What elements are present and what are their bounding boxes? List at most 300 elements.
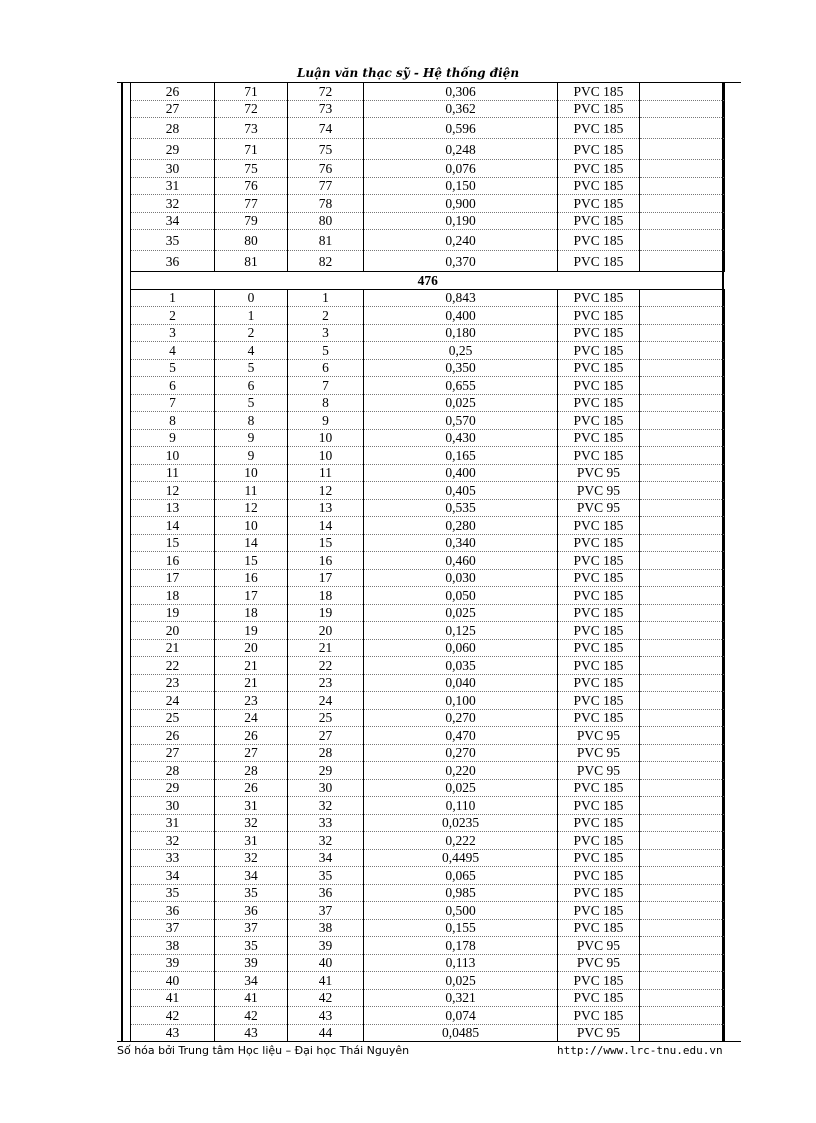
table-row bbox=[131, 482, 725, 500]
table-cell: PVC 185 bbox=[558, 83, 640, 100]
table-cell: PVC 185 bbox=[558, 587, 640, 605]
table-cell: PVC 185 bbox=[558, 552, 640, 570]
table-cell: PVC 95 bbox=[558, 464, 640, 482]
table-cell: 37 bbox=[131, 919, 215, 937]
table-cell bbox=[640, 674, 725, 692]
table-cell: PVC 185 bbox=[558, 1007, 640, 1025]
table-cell: 0,190 bbox=[364, 212, 558, 230]
table-cell: PVC 185 bbox=[558, 972, 640, 990]
table-cell: 81 bbox=[288, 230, 364, 251]
table-cell bbox=[640, 849, 725, 867]
table-cell: 8 bbox=[215, 412, 288, 430]
table-cell bbox=[640, 919, 725, 937]
table-cell: 22 bbox=[131, 657, 215, 675]
table-cell: PVC 185 bbox=[558, 622, 640, 640]
table-cell: PVC 185 bbox=[558, 517, 640, 535]
table-cell: 40 bbox=[288, 954, 364, 972]
table-cell: 39 bbox=[288, 937, 364, 955]
table-cell: 41 bbox=[131, 989, 215, 1007]
table-cell bbox=[640, 587, 725, 605]
table-cell: 26 bbox=[215, 727, 288, 745]
table-cell: 0,843 bbox=[364, 289, 558, 307]
table-cell: 39 bbox=[131, 954, 215, 972]
table-cell bbox=[640, 797, 725, 815]
table-row bbox=[131, 195, 725, 213]
table-cell bbox=[640, 324, 725, 342]
table-row bbox=[131, 727, 725, 745]
table-cell bbox=[640, 160, 725, 178]
table-cell: 72 bbox=[215, 100, 288, 118]
table-cell: PVC 95 bbox=[558, 1024, 640, 1042]
table-cell: 7 bbox=[131, 394, 215, 412]
table-cell: 76 bbox=[288, 160, 364, 178]
table-row bbox=[131, 83, 725, 100]
footer-source-text: Số hóa bởi Trung tâm Học liệu – Đại học Thái Nguyên bbox=[117, 1044, 410, 1057]
table-cell: PVC 185 bbox=[558, 674, 640, 692]
table-cell: 33 bbox=[131, 849, 215, 867]
table-cell: 73 bbox=[215, 118, 288, 139]
table-cell: PVC 95 bbox=[558, 744, 640, 762]
table-cell: 0,100 bbox=[364, 692, 558, 710]
table-cell: 10 bbox=[288, 429, 364, 447]
table-cell: 0,570 bbox=[364, 412, 558, 430]
table-cell bbox=[640, 342, 725, 360]
table-cell: 0 bbox=[215, 289, 288, 307]
table-cell: 12 bbox=[131, 482, 215, 500]
table-cell: 7 bbox=[288, 377, 364, 395]
table-cell: 0,025 bbox=[364, 972, 558, 990]
table-cell: 37 bbox=[215, 919, 288, 937]
table-cell: PVC 185 bbox=[558, 779, 640, 797]
table-cell bbox=[640, 972, 725, 990]
table-cell: 27 bbox=[215, 744, 288, 762]
table-cell: 0,113 bbox=[364, 954, 558, 972]
table-cell: 8 bbox=[288, 394, 364, 412]
table-cell: 16 bbox=[131, 552, 215, 570]
table-cell: 2 bbox=[131, 307, 215, 325]
table-cell: 20 bbox=[215, 639, 288, 657]
table-cell: 75 bbox=[215, 160, 288, 178]
table-cell bbox=[640, 464, 725, 482]
table-cell: 30 bbox=[131, 797, 215, 815]
table-cell: 30 bbox=[131, 160, 215, 178]
table-cell: 0,222 bbox=[364, 832, 558, 850]
table-cell: PVC 95 bbox=[558, 762, 640, 780]
table-cell: 0,535 bbox=[364, 499, 558, 517]
table-cell: 9 bbox=[288, 412, 364, 430]
table-cell: 5 bbox=[215, 359, 288, 377]
table-cell bbox=[640, 604, 725, 622]
table-row bbox=[131, 657, 725, 675]
table-cell: 0,248 bbox=[364, 139, 558, 160]
table-cell bbox=[640, 622, 725, 640]
table-row bbox=[131, 674, 725, 692]
table-cell: 32 bbox=[215, 849, 288, 867]
table-cell: 0,220 bbox=[364, 762, 558, 780]
table-cell: 0,040 bbox=[364, 674, 558, 692]
table-cell: 12 bbox=[215, 499, 288, 517]
table-row bbox=[131, 814, 725, 832]
table-row bbox=[131, 118, 725, 139]
table-row bbox=[131, 499, 725, 517]
group-header-row bbox=[131, 272, 725, 290]
table-cell: PVC 95 bbox=[558, 727, 640, 745]
table-row bbox=[131, 937, 725, 955]
table-cell: 43 bbox=[215, 1024, 288, 1042]
table-cell: 37 bbox=[288, 902, 364, 920]
group-label: 476 bbox=[131, 272, 725, 290]
table-cell: 5 bbox=[288, 342, 364, 360]
table-cell bbox=[640, 289, 725, 307]
table-row bbox=[131, 394, 725, 412]
table-cell: 23 bbox=[215, 692, 288, 710]
table-cell bbox=[640, 359, 725, 377]
table-cell: 0,155 bbox=[364, 919, 558, 937]
table-cell: 21 bbox=[131, 639, 215, 657]
table-cell: 32 bbox=[131, 195, 215, 213]
table-cell bbox=[640, 394, 725, 412]
table-cell bbox=[640, 212, 725, 230]
table-cell: 25 bbox=[288, 709, 364, 727]
table-cell: 12 bbox=[288, 482, 364, 500]
table-cell: PVC 185 bbox=[558, 797, 640, 815]
table-cell: 2 bbox=[288, 307, 364, 325]
table-cell: 6 bbox=[288, 359, 364, 377]
table-cell: 0,025 bbox=[364, 779, 558, 797]
table-row bbox=[131, 177, 725, 195]
table-cell: 39 bbox=[215, 954, 288, 972]
table-cell: 3 bbox=[131, 324, 215, 342]
table-cell: PVC 185 bbox=[558, 849, 640, 867]
table-cell bbox=[640, 552, 725, 570]
table-cell: 41 bbox=[288, 972, 364, 990]
table-cell: 32 bbox=[288, 832, 364, 850]
table-cell: 24 bbox=[288, 692, 364, 710]
table-cell: 0,370 bbox=[364, 251, 558, 272]
table-cell: 13 bbox=[131, 499, 215, 517]
table-cell: 0,340 bbox=[364, 534, 558, 552]
table-cell: 17 bbox=[131, 569, 215, 587]
table-row bbox=[131, 307, 725, 325]
table-cell: 36 bbox=[131, 251, 215, 272]
table-row bbox=[131, 412, 725, 430]
table-cell: 1 bbox=[288, 289, 364, 307]
table-cell: 43 bbox=[288, 1007, 364, 1025]
table-row bbox=[131, 639, 725, 657]
table-cell bbox=[640, 412, 725, 430]
table-cell bbox=[640, 139, 725, 160]
table-cell: 0,362 bbox=[364, 100, 558, 118]
table-cell: 16 bbox=[288, 552, 364, 570]
table-cell: 42 bbox=[215, 1007, 288, 1025]
table-cell: PVC 185 bbox=[558, 902, 640, 920]
table-cell: 20 bbox=[288, 622, 364, 640]
table-cell: PVC 185 bbox=[558, 569, 640, 587]
table-cell: 80 bbox=[215, 230, 288, 251]
table-cell: 0,460 bbox=[364, 552, 558, 570]
table-cell: 27 bbox=[131, 744, 215, 762]
table-row bbox=[131, 832, 725, 850]
table-cell: 0,125 bbox=[364, 622, 558, 640]
table-cell: 38 bbox=[131, 937, 215, 955]
table-cell: 21 bbox=[215, 674, 288, 692]
table-cell: 20 bbox=[131, 622, 215, 640]
table-cell: 2 bbox=[215, 324, 288, 342]
table-cell bbox=[640, 657, 725, 675]
table-cell bbox=[640, 954, 725, 972]
table-cell: 9 bbox=[215, 429, 288, 447]
table-row bbox=[131, 289, 725, 307]
table-cell: 29 bbox=[288, 762, 364, 780]
table-cell: 19 bbox=[131, 604, 215, 622]
table-cell: 23 bbox=[131, 674, 215, 692]
table-row bbox=[131, 692, 725, 710]
table-cell: 0,270 bbox=[364, 744, 558, 762]
table-cell: 10 bbox=[215, 517, 288, 535]
table-cell: 40 bbox=[131, 972, 215, 990]
table-cell: 0,110 bbox=[364, 797, 558, 815]
table-body-top bbox=[131, 83, 725, 272]
table-cell: 30 bbox=[288, 779, 364, 797]
table-cell: 0,180 bbox=[364, 324, 558, 342]
table-cell: 42 bbox=[131, 1007, 215, 1025]
table-cell: 0,405 bbox=[364, 482, 558, 500]
table-cell: 35 bbox=[215, 884, 288, 902]
table-cell: 0,050 bbox=[364, 587, 558, 605]
table-cell: 0,030 bbox=[364, 569, 558, 587]
table-cell bbox=[640, 100, 725, 118]
table-cell: 79 bbox=[215, 212, 288, 230]
table-cell: PVC 185 bbox=[558, 100, 640, 118]
table-cell bbox=[640, 779, 725, 797]
table-cell: 73 bbox=[288, 100, 364, 118]
table-row bbox=[131, 972, 725, 990]
table-cell bbox=[640, 195, 725, 213]
table-cell: PVC 185 bbox=[558, 195, 640, 213]
table-cell: 9 bbox=[131, 429, 215, 447]
table-cell: 0,178 bbox=[364, 937, 558, 955]
footer-rule bbox=[117, 1041, 741, 1042]
table-cell: 34 bbox=[131, 867, 215, 885]
table-cell: 0,25 bbox=[364, 342, 558, 360]
table-cell: 71 bbox=[215, 139, 288, 160]
footer-url: http://www.lrc-tnu.edu.vn bbox=[557, 1044, 723, 1057]
table-cell: PVC 185 bbox=[558, 307, 640, 325]
table-cell: PVC 185 bbox=[558, 160, 640, 178]
table-cell: 0,430 bbox=[364, 429, 558, 447]
table-cell: 80 bbox=[288, 212, 364, 230]
table-cell: 36 bbox=[131, 902, 215, 920]
table-cell: 11 bbox=[215, 482, 288, 500]
table-cell: 17 bbox=[215, 587, 288, 605]
table-cell: 14 bbox=[131, 517, 215, 535]
table-cell bbox=[640, 692, 725, 710]
table-cell: 36 bbox=[288, 884, 364, 902]
table-cell bbox=[640, 1007, 725, 1025]
table-cell: PVC 185 bbox=[558, 604, 640, 622]
table-cell bbox=[640, 1024, 725, 1042]
table-cell bbox=[640, 377, 725, 395]
table-cell: 0,280 bbox=[364, 517, 558, 535]
table-cell: PVC 185 bbox=[558, 289, 640, 307]
table-row bbox=[131, 251, 725, 272]
table-cell: 0,025 bbox=[364, 604, 558, 622]
table-cell bbox=[640, 937, 725, 955]
table-cell: PVC 185 bbox=[558, 342, 640, 360]
table-row bbox=[131, 797, 725, 815]
table-cell: 26 bbox=[215, 779, 288, 797]
table-cell: 0,321 bbox=[364, 989, 558, 1007]
table-cell bbox=[640, 989, 725, 1007]
table-cell: 0,035 bbox=[364, 657, 558, 675]
table-cell: 21 bbox=[288, 639, 364, 657]
table-row bbox=[131, 464, 725, 482]
table-cell: 26 bbox=[131, 727, 215, 745]
table-row bbox=[131, 139, 725, 160]
table-cell: PVC 185 bbox=[558, 989, 640, 1007]
table-cell: 9 bbox=[215, 447, 288, 465]
table-cell: PVC 185 bbox=[558, 429, 640, 447]
table-cell: 0,4495 bbox=[364, 849, 558, 867]
table-cell: 31 bbox=[215, 797, 288, 815]
table-cell: 28 bbox=[131, 118, 215, 139]
table-cell bbox=[640, 902, 725, 920]
table-body-bottom bbox=[131, 289, 725, 1042]
cable-segment-table bbox=[130, 83, 725, 1042]
table-cell bbox=[640, 482, 725, 500]
table-cell: 34 bbox=[131, 212, 215, 230]
table-cell: 0,350 bbox=[364, 359, 558, 377]
table-cell: 35 bbox=[288, 867, 364, 885]
table-cell: PVC 185 bbox=[558, 230, 640, 251]
table-cell: PVC 95 bbox=[558, 482, 640, 500]
table-cell: PVC 185 bbox=[558, 884, 640, 902]
table-cell: 0,150 bbox=[364, 177, 558, 195]
table-cell: 31 bbox=[215, 832, 288, 850]
table-cell: 24 bbox=[131, 692, 215, 710]
table-cell: 0,065 bbox=[364, 867, 558, 885]
table-cell: PVC 95 bbox=[558, 937, 640, 955]
table-cell: 0,060 bbox=[364, 639, 558, 657]
table-row bbox=[131, 744, 725, 762]
table-cell: 0,0235 bbox=[364, 814, 558, 832]
table-cell bbox=[640, 307, 725, 325]
table-cell: 0,165 bbox=[364, 447, 558, 465]
table-cell: 3 bbox=[288, 324, 364, 342]
table-cell: 0,306 bbox=[364, 83, 558, 100]
table-cell: 18 bbox=[288, 587, 364, 605]
table-cell: 14 bbox=[288, 517, 364, 535]
table-cell: 76 bbox=[215, 177, 288, 195]
table-cell bbox=[640, 867, 725, 885]
table-cell: 19 bbox=[215, 622, 288, 640]
table-cell: 15 bbox=[288, 534, 364, 552]
table-cell: PVC 95 bbox=[558, 499, 640, 517]
table-row bbox=[131, 1007, 725, 1025]
table-cell: 11 bbox=[131, 464, 215, 482]
table-cell: 10 bbox=[288, 447, 364, 465]
table-row bbox=[131, 604, 725, 622]
table-group-section bbox=[131, 272, 725, 290]
table-cell: 4 bbox=[131, 342, 215, 360]
table-cell: 0,470 bbox=[364, 727, 558, 745]
table-cell: PVC 185 bbox=[558, 412, 640, 430]
table-cell: 0,400 bbox=[364, 464, 558, 482]
table-cell: 27 bbox=[288, 727, 364, 745]
table-cell: 78 bbox=[288, 195, 364, 213]
table-cell bbox=[640, 177, 725, 195]
table-row bbox=[131, 1024, 725, 1042]
table-cell: PVC 185 bbox=[558, 692, 640, 710]
table-cell: 0,240 bbox=[364, 230, 558, 251]
table-cell bbox=[640, 118, 725, 139]
table-row bbox=[131, 709, 725, 727]
table-cell: PVC 185 bbox=[558, 534, 640, 552]
table-cell bbox=[640, 744, 725, 762]
table-cell bbox=[640, 251, 725, 272]
table-cell: PVC 185 bbox=[558, 212, 640, 230]
table-row bbox=[131, 989, 725, 1007]
table-cell: PVC 185 bbox=[558, 919, 640, 937]
table-cell: 4 bbox=[215, 342, 288, 360]
table-cell: 8 bbox=[131, 412, 215, 430]
table-cell: 27 bbox=[131, 100, 215, 118]
table-row bbox=[131, 447, 725, 465]
table-cell: PVC 185 bbox=[558, 251, 640, 272]
table-row bbox=[131, 902, 725, 920]
table-cell: 72 bbox=[288, 83, 364, 100]
table-cell: 0,596 bbox=[364, 118, 558, 139]
table-cell: PVC 185 bbox=[558, 709, 640, 727]
table-cell: 0,655 bbox=[364, 377, 558, 395]
table-cell: PVC 185 bbox=[558, 394, 640, 412]
table-cell: 33 bbox=[288, 814, 364, 832]
table-row bbox=[131, 779, 725, 797]
table-cell: 13 bbox=[288, 499, 364, 517]
table-cell: 34 bbox=[288, 849, 364, 867]
table-row bbox=[131, 230, 725, 251]
table-cell bbox=[640, 447, 725, 465]
table-cell: 1 bbox=[215, 307, 288, 325]
table-cell: 14 bbox=[215, 534, 288, 552]
table-cell: 5 bbox=[215, 394, 288, 412]
table-cell: 22 bbox=[288, 657, 364, 675]
table-cell: 28 bbox=[288, 744, 364, 762]
table-cell bbox=[640, 569, 725, 587]
table-cell bbox=[640, 709, 725, 727]
table-cell: 23 bbox=[288, 674, 364, 692]
page-header-title: Luận văn thạc sỹ - Hệ thống điện bbox=[296, 66, 520, 80]
table-cell: 11 bbox=[288, 464, 364, 482]
table-cell bbox=[640, 517, 725, 535]
table-cell: PVC 185 bbox=[558, 657, 640, 675]
table-cell: 32 bbox=[131, 832, 215, 850]
table-cell: 42 bbox=[288, 989, 364, 1007]
table-cell: PVC 185 bbox=[558, 139, 640, 160]
table-cell bbox=[640, 814, 725, 832]
table-row bbox=[131, 587, 725, 605]
table-cell: 24 bbox=[215, 709, 288, 727]
table-cell: PVC 95 bbox=[558, 954, 640, 972]
table-cell: 26 bbox=[131, 83, 215, 100]
table-cell: 0,500 bbox=[364, 902, 558, 920]
table-row bbox=[131, 212, 725, 230]
table-cell: 10 bbox=[215, 464, 288, 482]
table-cell: 15 bbox=[131, 534, 215, 552]
table-cell: 0,900 bbox=[364, 195, 558, 213]
table-cell: PVC 185 bbox=[558, 814, 640, 832]
table-row bbox=[131, 622, 725, 640]
